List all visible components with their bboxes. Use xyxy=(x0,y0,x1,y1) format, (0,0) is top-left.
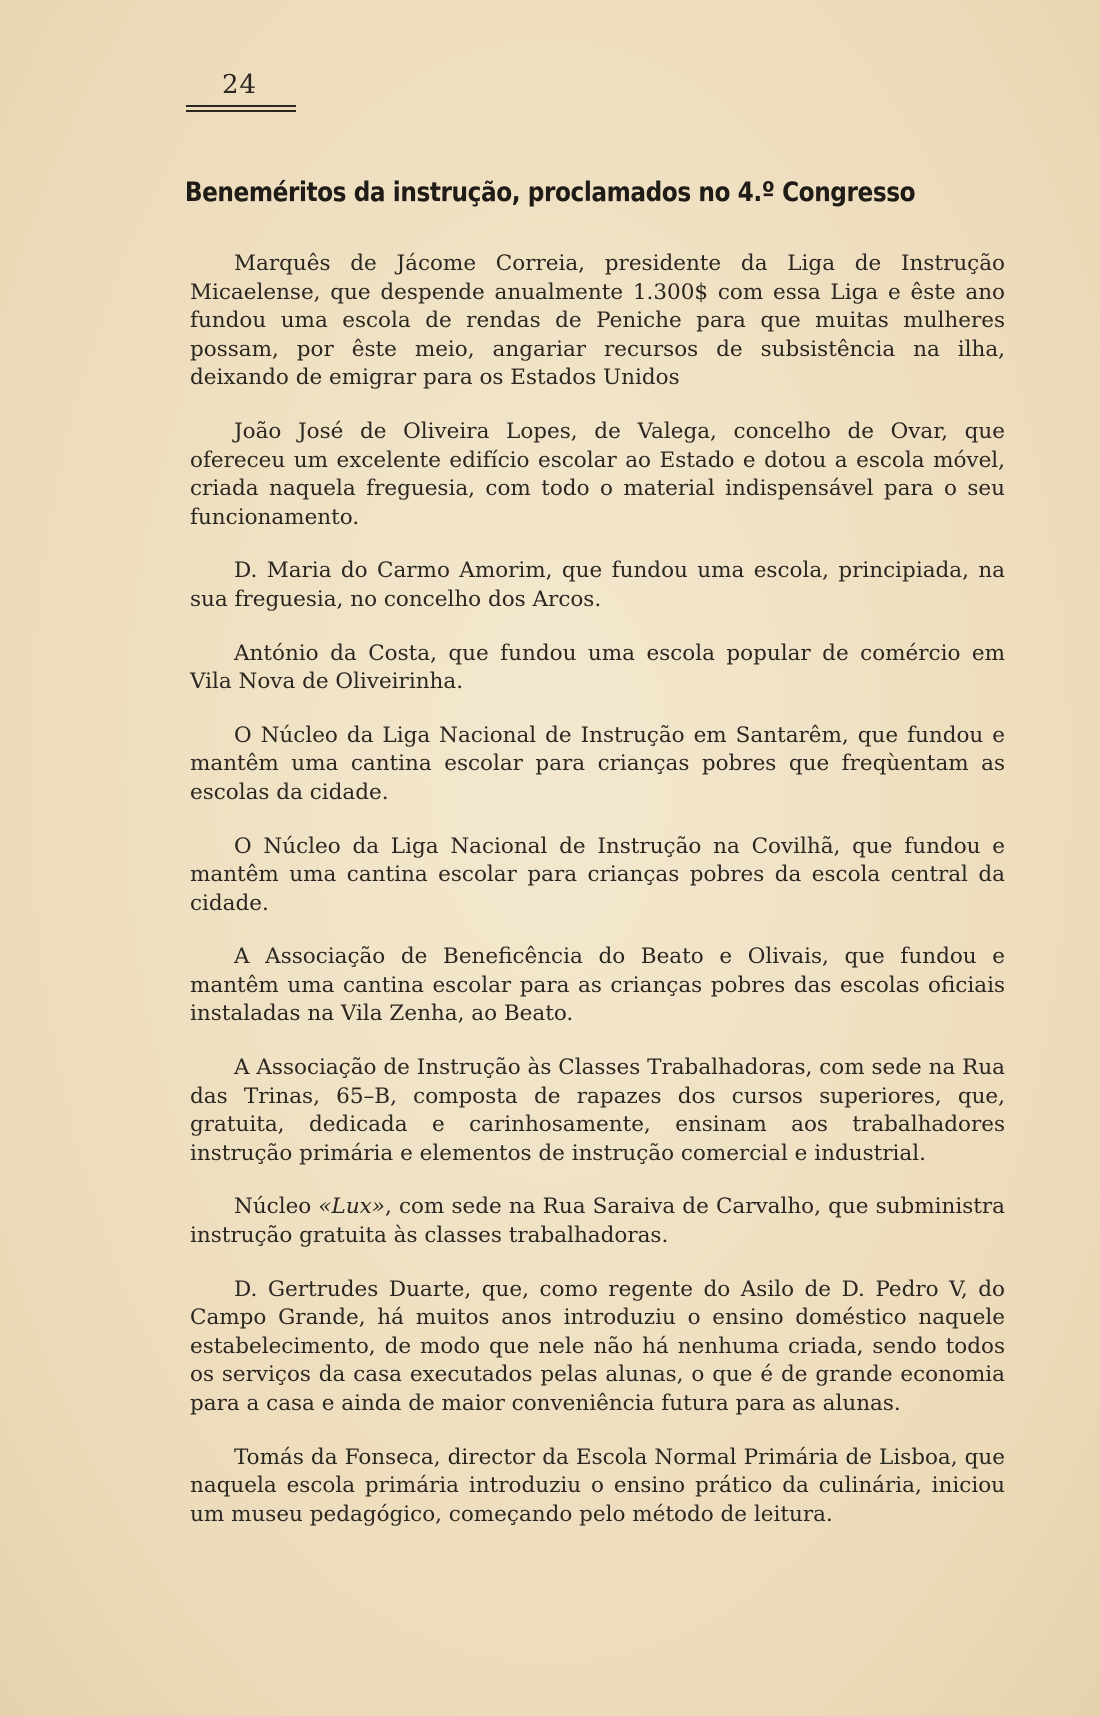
lux-rest: , com sede na Rua Saraiva de Carvalho, que subministra instrução gratuita às classes trabalhadoras. xyxy=(190,1194,1005,1249)
paragraph-nucleo-santarem: O Núcleo da Liga Nacional de Instrução em Santarêm, que fundou e mantêm uma cantina escolar para crianças pobres que freqùentam as escolas da cidade. xyxy=(190,722,1005,805)
section-heading: Beneméritos da instrução, proclamados no 4.º Congresso xyxy=(184,177,916,208)
paragraph-antonio-costa: António da Costa, que fundou uma escola popular de comércio em Vila Nova de Oliveirinha. xyxy=(190,640,1005,695)
paragraph-jacome-correia: Marquês de Jácome Correia, presidente da Liga de Instrução Micaelense, que despende anualmente 1.300$ com essa Liga e êste ano fundou uma escola de rendas de Peniche para que muitas mulheres possam, por êste meio, angariar recursos de subsistência na ilha, deixando de emigrar para os Estados Unidos xyxy=(190,251,1005,391)
paragraph-gertrudes-duarte: D. Gertrudes Duarte, que, como regente do Asilo de D. Pedro V, do Campo Grande, há muitos anos introduziu o ensino doméstico naquele estabelecimento, de modo que nele não há nenhuma criada, sendo todos os serviços da casa executados pelas alunas, o que é de grande economia para a casa e ainda de maior conveniência futura para as alunas. xyxy=(190,1276,1005,1416)
paragraph-oliveira-lopes: João José de Oliveira Lopes, de Valega, concelho de Ovar, que ofereceu um excelente edifício escolar ao Estado e dotou a escola móvel, criada naquela freguesia, com todo o material indispensável para o seu funcionamento. xyxy=(190,418,1005,530)
paragraph-tomas-fonseca: Tomás da Fonseca, director da Escola Normal Primária de Lisboa, que naquela escola primária introduziu o ensino prático da culinária, iniciou um museu pedagógico, começando pelo método de leitura. xyxy=(190,1444,1005,1527)
lux-lead: Núcleo xyxy=(234,1194,319,1220)
page-number: 24 xyxy=(222,70,258,100)
paragraph-nucleo-lux xyxy=(190,1193,1005,1250)
header-rule xyxy=(186,105,296,107)
paragraph-carmo-amorim: D. Maria do Carmo Amorim, que fundou uma escola, principiada, na sua freguesia, no concelho dos Arcos. xyxy=(190,558,1005,612)
paragraph-beato-olivais: A Associação de Beneficência do Beato e Olivais, que fundou e mantêm uma cantina escolar para as crianças pobres das escolas oficiais instaladas na Vila Zenha, ao Beato. xyxy=(190,944,1005,1027)
paragraph-classes-trabalhadoras: A Associação de Instrução às Classes Trabalhadoras, com sede na Rua das Trinas, 65–B, composta de rapazes dos cursos superiores, que, gratuita, dedicada e carinhosamente, ensinam aos trabalhadores instrução primária e elementos de instrução comercial e industrial. xyxy=(190,1055,1005,1166)
lux-name: «Lux» xyxy=(318,1194,385,1220)
paragraph-nucleo-covilha: O Núcleo da Liga Nacional de Instrução na Covilhã, que fundou e mantêm uma cantina escolar para crianças pobres da escola central da cidade. xyxy=(190,833,1005,916)
header-rule xyxy=(186,110,296,112)
body-text xyxy=(190,250,1005,1529)
